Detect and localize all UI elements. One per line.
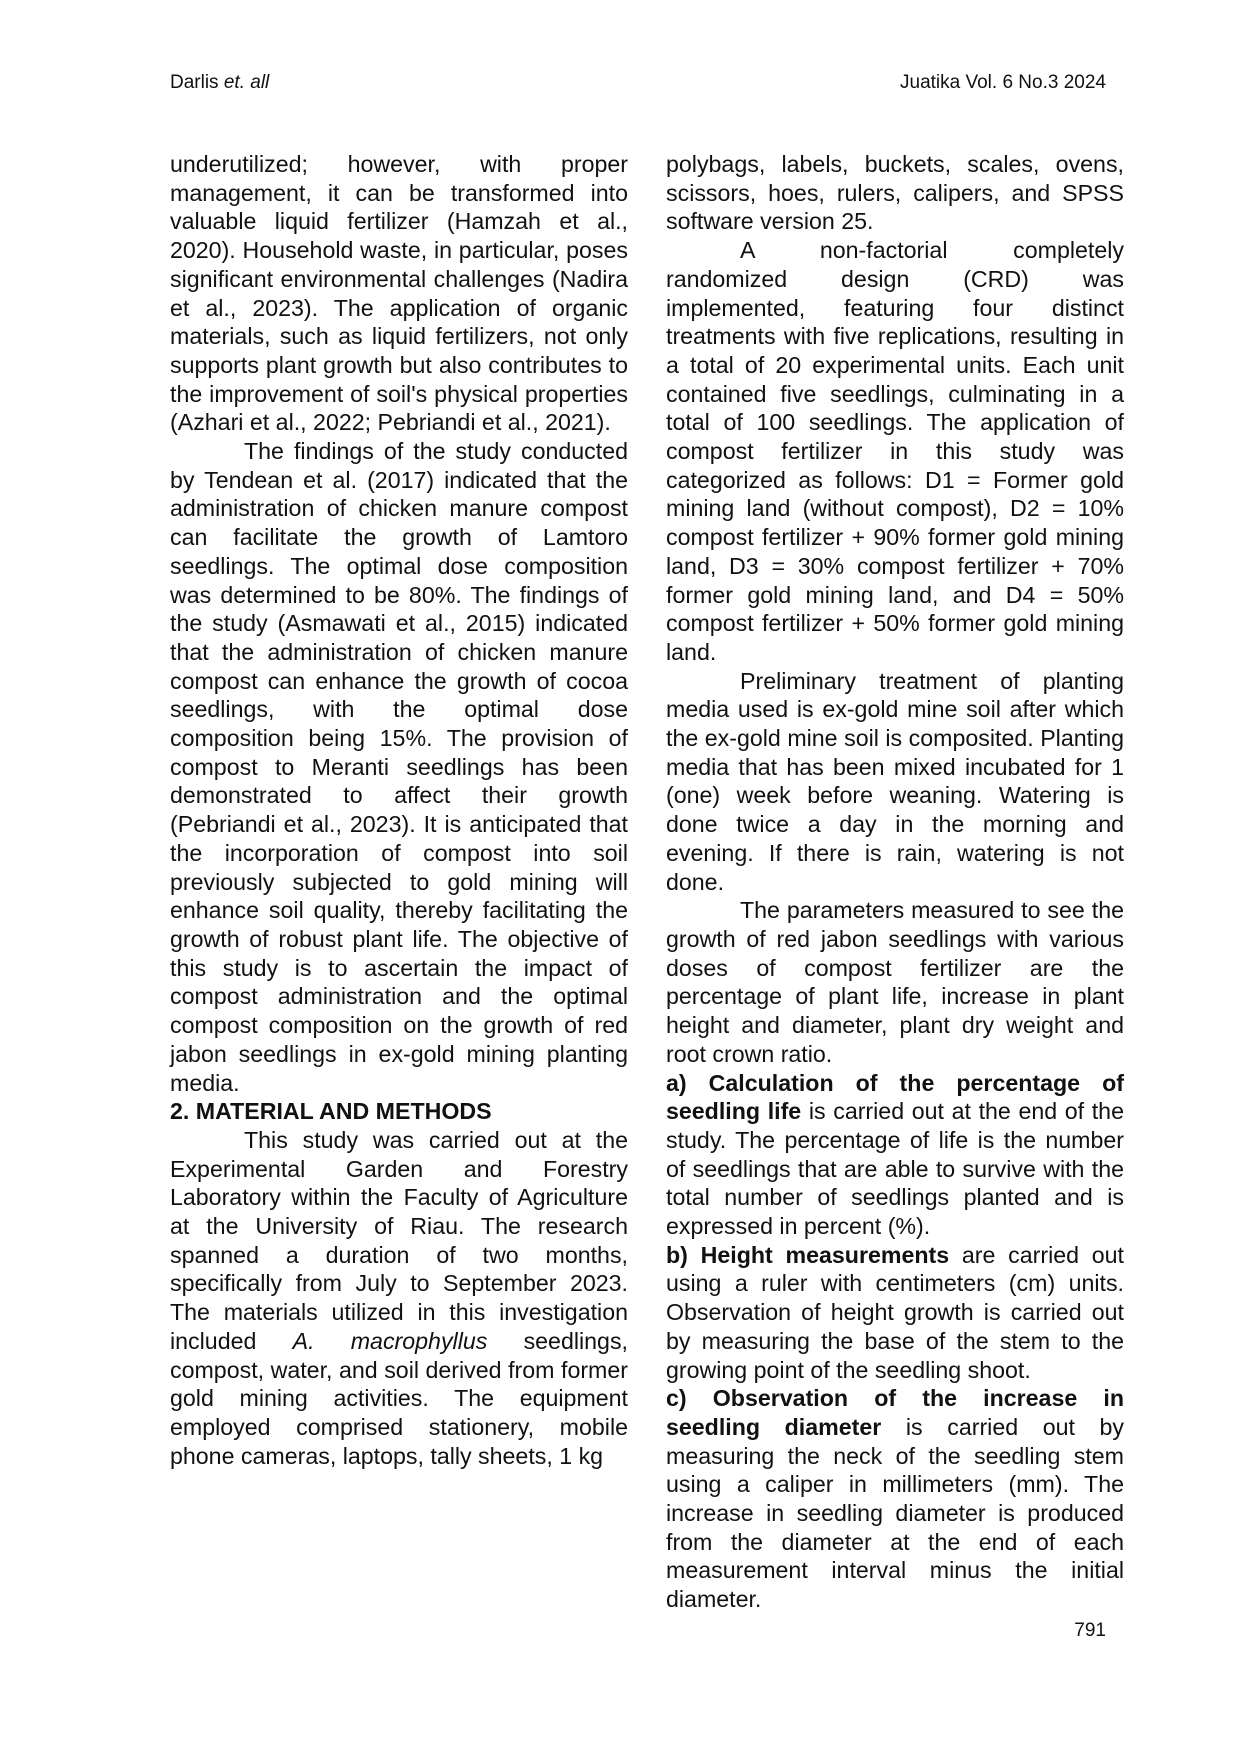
- item-seedling-life-text: is carried out at the end of the study. The percentage of life is the number of seedlings that are able to survive with the total number of seedlings planted and is expressed in percent (%).: [666, 1098, 1124, 1240]
- study-site-text-b: seedlings, compost, water, and soil derived from former gold mining activities. The equipment employed comprised stationery, mobile phone cameras, laptops, tally sheets, 1 kg: [170, 1327, 628, 1469]
- paragraph-preliminary-treatment: Preliminary treatment of planting media used is ex-gold mine soil after which the ex-gold mine soil is composited. Planting media that has been mixed incubated for 1 (one) week before weaning. Watering is done twice a day in the morning and evening. If there is rain, watering is not done.: [666, 667, 1124, 895]
- left-column: [170, 150, 628, 1470]
- item-height: [666, 1241, 1124, 1385]
- right-column: [666, 150, 1124, 1614]
- paragraph-prior-findings: The findings of the study conducted by Tendean et al. (2017) indicated that the administration of chicken manure compost can facilitate the growth of Lamtoro seedlings. The optimal dose composition was determined to be 80%. The findings of the study (Asmawati et al., 2015) indicated that the administration of chicken manure compost can enhance the growth of cocoa seedlings, with the optimal dose composition being 15%. The provision of compost to Meranti seedlings has been demonstrated to affect their growth (Pebriandi et al., 2023). It is anticipated that the incorporation of compost into soil previously subjected to gold mining will enhance soil quality, thereby facilitating the growth of robust plant life. The objective of this study is to ascertain the impact of compost administration and the optimal compost composition on the growth of red jabon seedlings in ex-gold mining planting media.: [170, 438, 628, 1096]
- paragraph-study-site: [170, 1126, 628, 1470]
- item-diameter-title: c) Observation of the increase in seedling diameter: [666, 1385, 1124, 1440]
- item-height-title: b) Height measurements: [666, 1241, 950, 1268]
- paragraph-parameters: The parameters measured to see the growth of red jabon seedlings with various doses of compost fertilizer are the percentage of plant life, increase in plant height and diameter, plant dry weight and root crown ratio.: [666, 897, 1124, 1067]
- paragraph-design: A non-factorial completely randomized design (CRD) was implemented, featuring four distinct treatments with five replications, resulting in a total of 20 experimental units. Each unit contained five seedlings, culminating in a total of 100 seedlings. The application of compost fertilizer in this study was categorized as follows: D1 = Former gold mining land (without compost), D2 = 10% compost fertilizer + 90% former gold mining land, D3 = 30% compost fertilizer + 70% former gold mining land, and D4 = 50% compost fertilizer + 50% former gold mining land.: [666, 237, 1124, 665]
- paragraph-intro-continued: underutilized; however, with proper management, it can be transformed into valuable liquid fertilizer (Hamzah et al., 2020). Household waste, in particular, poses significant environmental challenges (Nadira et al., 2023). The application of organic materials, such as liquid fertilizers, not only supports plant growth but also contributes to the improvement of soil's physical properties (Azhari et al., 2022; Pebriandi et al., 2021).: [170, 151, 628, 436]
- item-seedling-life-title: a) Calculation of the percentage of seedling life: [666, 1069, 1124, 1125]
- author-name: Darlis: [170, 72, 219, 93]
- paragraph-equipment-continued: polybags, labels, buckets, scales, ovens, scissors, hoes, rulers, calipers, and SPSS software version 25.: [666, 151, 1124, 235]
- item-diameter: [666, 1384, 1124, 1614]
- study-site-text-a: This study was carried out at the Experimental Garden and Forestry Laboratory within the Faculty of Agriculture at the University of Riau. The research spanned a duration of two months, specifically from July to September 2023. The materials utilized in this investigation included: [170, 1126, 628, 1354]
- running-header-journal: Juatika Vol. 6 No.3 2024: [900, 72, 1106, 93]
- author-suffix: et. all: [223, 72, 270, 93]
- page-number: 791: [1074, 1620, 1106, 1641]
- item-diameter-text: is carried out by measuring the neck of the seedling stem using a caliper in millimeters (mm). The increase in seedling diameter is produced from the diameter at the end of each measurement interval minus the initial diameter.: [666, 1413, 1124, 1613]
- section-heading-methods: 2. MATERIAL AND METHODS: [170, 1098, 492, 1125]
- running-header-author: [170, 72, 269, 94]
- item-height-text: are carried out using a ruler with centimeters (cm) units. Observation of height growth is carried out by measuring the base of the stem to the growing point of the seedling shoot.: [666, 1241, 1124, 1383]
- item-seedling-life: [666, 1069, 1124, 1241]
- species-name: A. macrophyllus: [292, 1327, 488, 1354]
